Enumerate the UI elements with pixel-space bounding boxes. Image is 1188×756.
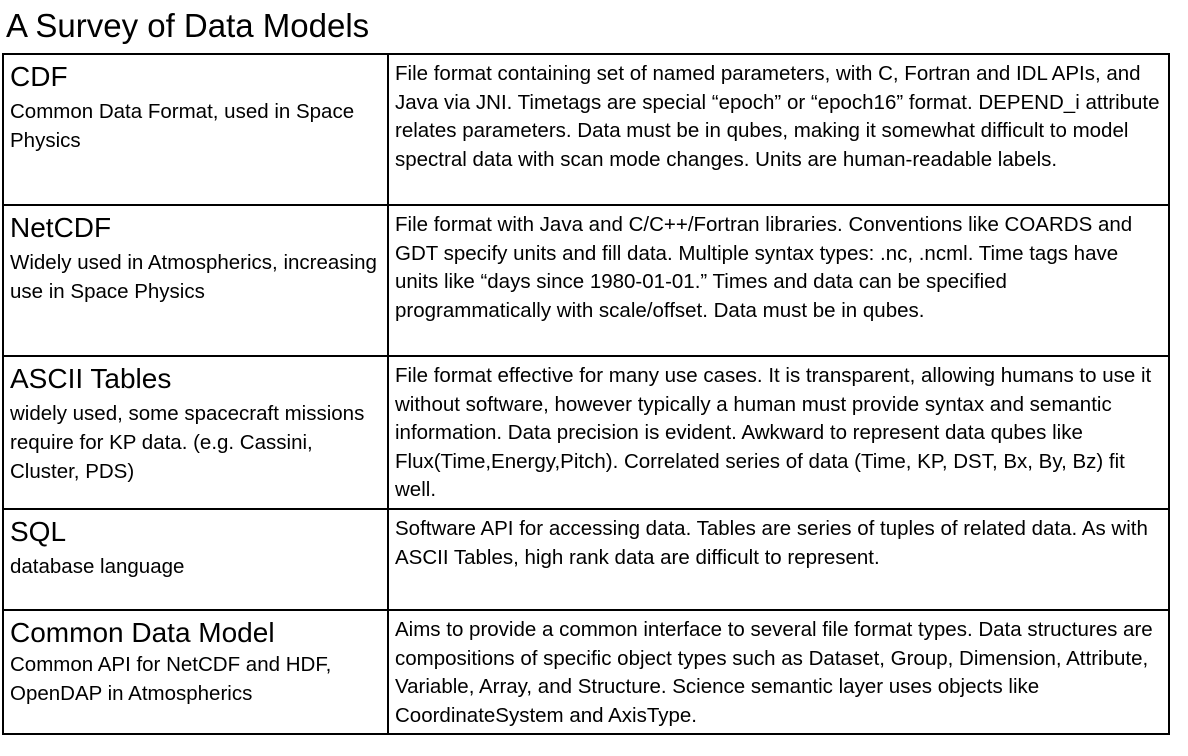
model-name: NetCDF — [10, 212, 112, 243]
model-description-cell — [388, 509, 1169, 610]
model-summary: Widely used in Atmospherics, increasing use in Space Physics — [10, 251, 377, 303]
model-name-cell — [3, 356, 388, 509]
model-summary: widely used, some spacecraft missions require for KP data. (e.g. Cassini, Cluster, PDS) — [10, 402, 365, 483]
model-summary: Common API for NetCDF and HDF, OpenDAP in Atmospherics — [10, 652, 332, 705]
data-models-table — [2, 53, 1170, 735]
table-row-netcdf — [3, 205, 1169, 356]
table-row-common-data-model — [3, 610, 1169, 734]
model-name-cell — [3, 205, 388, 356]
model-name: ASCII Tables — [10, 363, 172, 394]
table-row-cdf — [3, 54, 1169, 205]
model-name: Common Data Model — [10, 616, 275, 648]
model-description: Aims to provide a common interface to several file format types. Data structures are compositions of specific object types such as Dataset, Group, Dimension, Attribute, Variable, Array, and Structure. Science semantic layer uses objects like CoordinateSystem and AxisType. — [395, 617, 1153, 727]
model-description-cell — [388, 356, 1169, 509]
model-description: File format with Java and C/C++/Fortran libraries. Conventions like COARDS and GDT specify units and fill data. Multiple syntax types: .nc, .ncml. Time tags have units like “days since 1980-01-01.” Times and data can be specified programmatically with scale/offset. Data must be in qubes. — [395, 213, 1133, 322]
model-summary: Common Data Format, used in Space Physics — [10, 100, 355, 152]
model-description-cell — [388, 205, 1169, 356]
model-name-cell — [3, 54, 388, 205]
model-summary: database language — [10, 554, 185, 578]
model-description: Software API for accessing data. Tables are series of tuples of related data. As with ASCII Tables, high rank data are difficult to represent. — [395, 516, 1148, 569]
model-name-cell — [3, 610, 388, 734]
model-name: SQL — [10, 515, 67, 547]
model-description-cell — [388, 610, 1169, 734]
model-name: CDF — [10, 61, 68, 92]
model-description: File format containing set of named parameters, with C, Fortran and IDL APIs, and Java via JNI. Timetags are special “epoch” or “epoch16” format. DEPEND_i attribute relates parameters. Data must be in qubes, making it somewhat difficult to model spectral data with scan mode changes. Units are human-readable labels. — [395, 62, 1160, 171]
model-name-cell — [3, 509, 388, 610]
table-row-ascii-tables — [3, 356, 1169, 509]
model-description-cell — [388, 54, 1169, 205]
model-description: File format effective for many use cases. It is transparent, allowing humans to use it without software, however typically a human must provide syntax and semantic information. Data precision is evident. Awkward to represent data qubes like Flux(Time,Energy,Pitch). Correlated series of data (Time, KP, DST, Bx, By, Bz) fit well. — [395, 364, 1152, 502]
table-row-sql — [3, 509, 1169, 610]
page-title: A Survey of Data Models — [6, 7, 370, 44]
